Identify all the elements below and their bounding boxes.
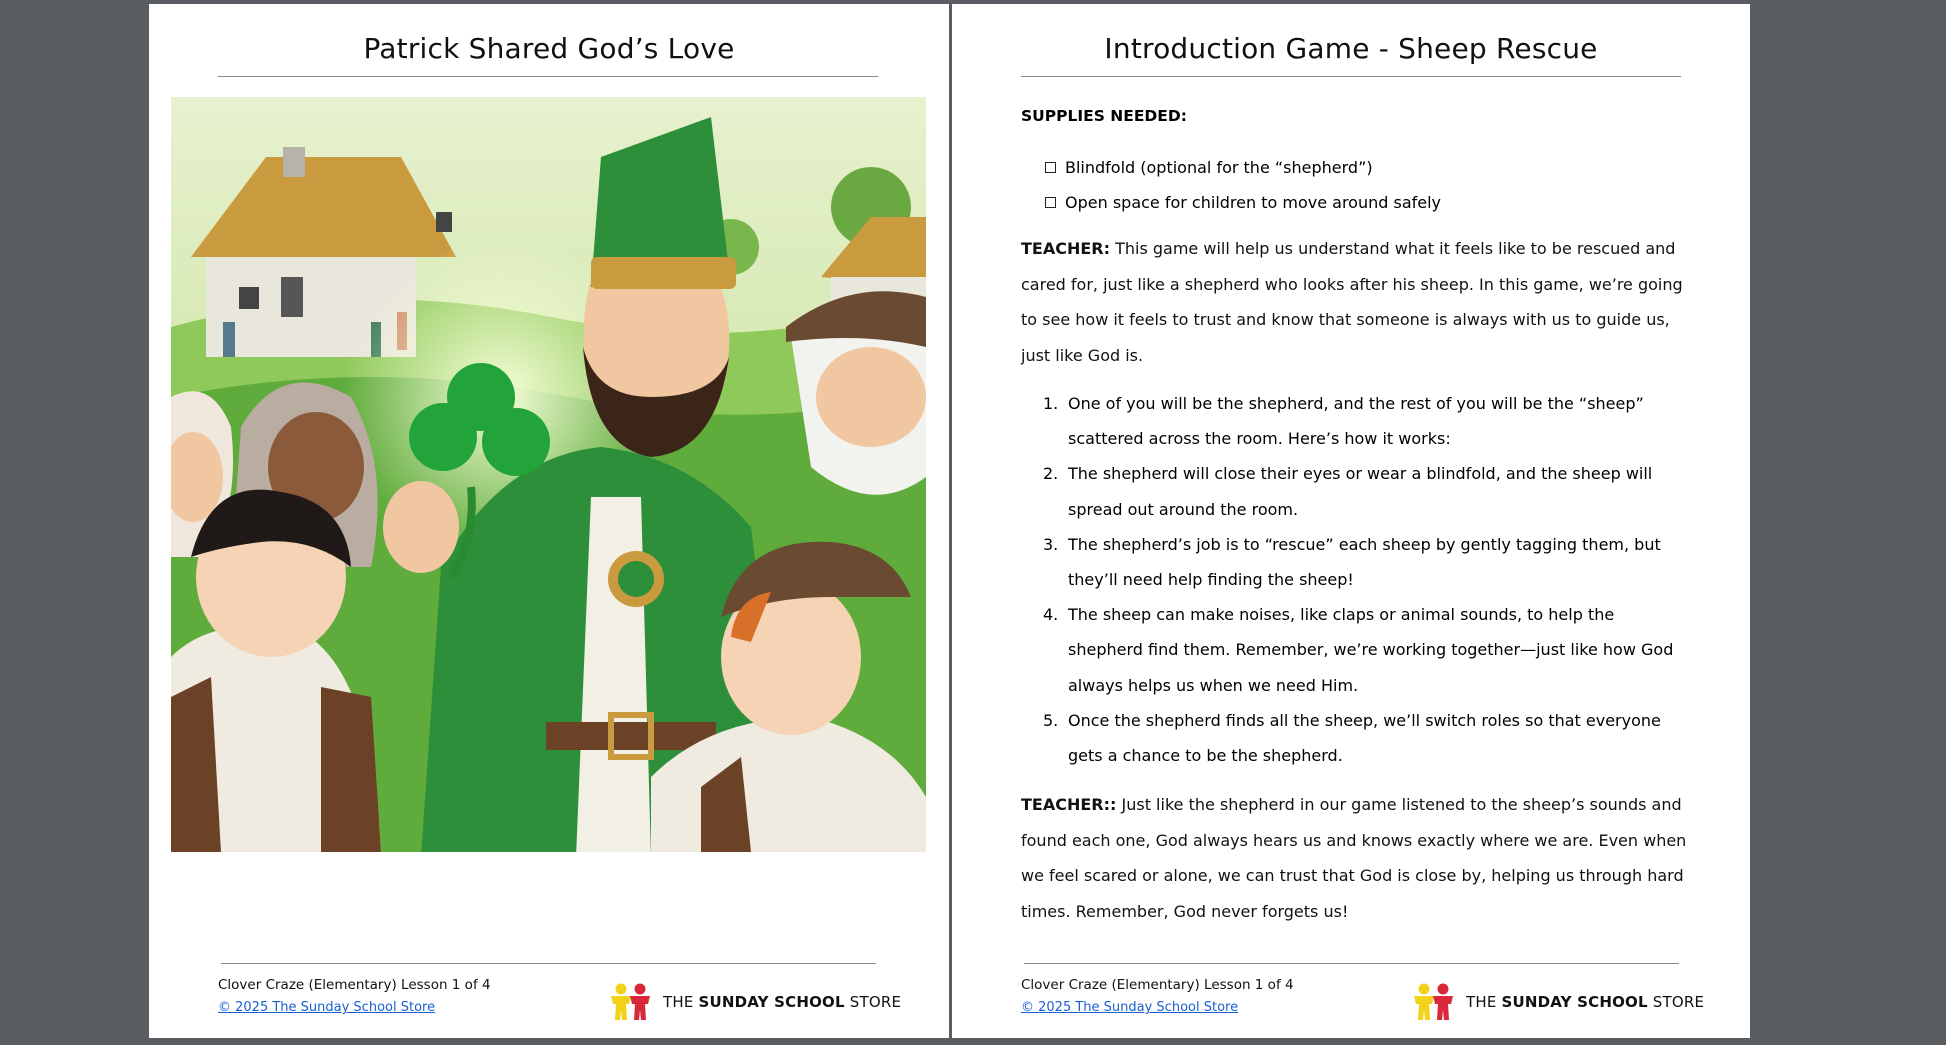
supply-item: Open space for children to move around safely — [1045, 185, 1441, 220]
list-item: 1. One of you will be the shepherd, and the rest of you will be the “sheep” scattered across the room. Here’s how it works: — [1043, 394, 1644, 449]
brand-name: THE SUNDAY SCHOOL STORE — [663, 993, 902, 1011]
footer-lesson-info: Clover Craze (Elementary) Lesson 1 of 4 — [218, 977, 491, 993]
checkbox-icon[interactable] — [1045, 197, 1056, 208]
footer-divider — [1024, 963, 1679, 964]
supplies-checklist — [1045, 150, 1441, 220]
supplies-heading: SUPPLIES NEEDED: — [1021, 107, 1187, 125]
title-divider — [218, 76, 878, 77]
game-steps-list — [1021, 386, 1693, 773]
footer-lesson-info: Clover Craze (Elementary) Lesson 1 of 4 — [1021, 977, 1294, 993]
brand-logo — [1408, 982, 1704, 1022]
people-logo-icon — [1408, 982, 1460, 1022]
list-item: 2. The shepherd will close their eyes or wear a blindfold, and the sheep will spread out around the room. — [1043, 464, 1653, 519]
checkbox-icon[interactable] — [1045, 162, 1056, 173]
supply-item: Blindfold (optional for the “shepherd”) — [1045, 150, 1441, 185]
teacher-intro-paragraph: TEACHER: This game will help us understand what it feels like to be rescued and cared for, just like a shepherd who looks after his sheep. In this game, we’re going to see how it feels to trust and know that someone is always with us to guide us, just like God is. — [1021, 239, 1683, 365]
document-page-left — [149, 4, 949, 1038]
teacher-closing-paragraph: TEACHER:: Just like the shepherd in our game listened to the sheep’s sounds and found each one, God always hears us and knows exactly where we are. Even when we feel scared or alone, we can trust that God is close by, helping us through hard times. Remember, God never forgets us! — [1021, 795, 1687, 921]
copyright-link[interactable]: © 2025 The Sunday School Store — [218, 1000, 436, 1015]
brand-logo — [605, 982, 901, 1022]
list-item: 5. Once the shepherd finds all the sheep, we’ll switch roles so that everyone gets a chance to be the shepherd. — [1043, 710, 1661, 766]
page-title: Introduction Game - Sheep Rescue — [1104, 32, 1598, 65]
page-title: Patrick Shared God’s Love — [363, 32, 735, 65]
saint-patrick-illustration — [171, 97, 926, 852]
list-item: 4. The sheep can make noises, like claps or animal sounds, to help the shepherd find them. Remember, we’re working together—just like how God always helps us when we need Him. — [1043, 605, 1674, 695]
list-item: 3. The shepherd’s job is to “rescue” each sheep by gently tagging them, but they’ll need help finding the sheep! — [1043, 534, 1661, 590]
document-page-right — [952, 4, 1750, 1038]
title-divider — [1021, 76, 1681, 77]
brand-name: THE SUNDAY SCHOOL STORE — [1466, 993, 1705, 1011]
copyright-link[interactable]: © 2025 The Sunday School Store — [1021, 1000, 1239, 1015]
footer-divider — [221, 963, 876, 964]
people-logo-icon — [605, 982, 657, 1022]
